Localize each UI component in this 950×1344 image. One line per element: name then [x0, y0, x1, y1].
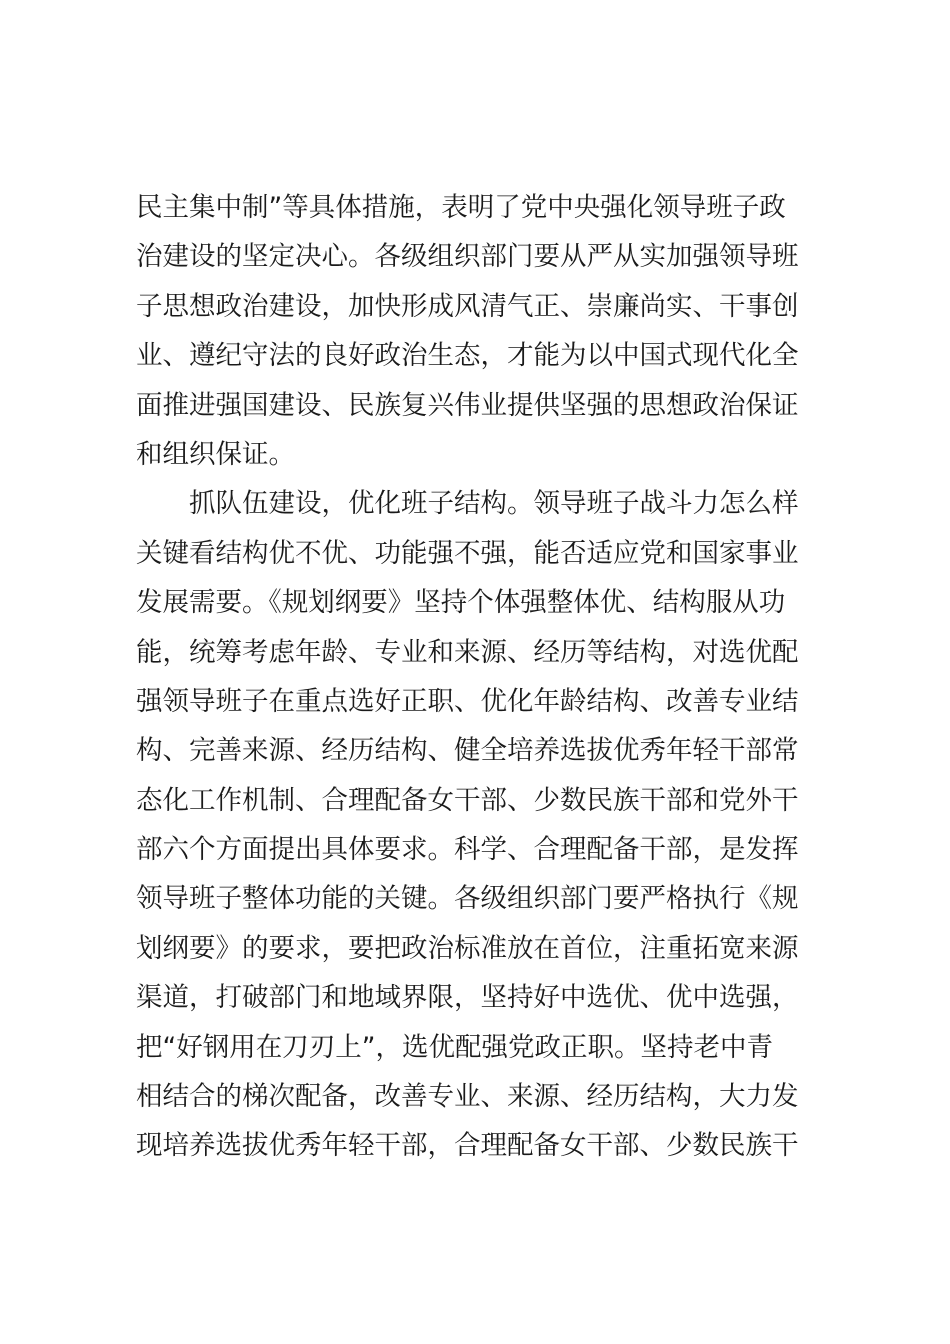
text-line: 现培养选拔优秀年轻干部，合理配备女干部、少数民族干 [136, 1130, 799, 1162]
text-line: 面推进强国建设、民族复兴伟业提供坚强的思想政治保证 [136, 389, 799, 421]
body-text [136, 183, 836, 1171]
text-line: 强领导班子在重点选好正职、优化年龄结构、改善专业结 [136, 685, 799, 717]
text-line: 领导班子整体功能的关键。各级组织部门要严格执行《规 [136, 883, 799, 915]
paragraph-start-line: 抓队伍建设，优化班子结构。领导班子战斗力怎么样 [136, 488, 799, 520]
text-line: 构、完善来源、经历结构、健全培养选拔优秀年轻干部常 [136, 735, 799, 767]
text-line: 子思想政治建设，加快形成风清气正、崇廉尚实、干事创 [136, 290, 799, 322]
text-line: 发展需要。《规划纲要》坚持个体强整体优、结构服从功 [136, 587, 786, 619]
text-line: 关键看结构优不优、功能强不强，能否适应党和国家事业 [136, 537, 799, 569]
text-line: 渠道，打破部门和地域界限，坚持好中选优、优中选强， [136, 982, 799, 1014]
text-line: 能，统筹考虑年龄、专业和来源、经历等结构，对选优配 [136, 636, 799, 668]
text-line: 划纲要》的要求，要把政治标准放在首位，注重拓宽来源 [136, 932, 799, 964]
text-line: 业、遵纪守法的良好政治生态，才能为以中国式现代化全 [136, 340, 799, 372]
text-line: 和组织保证。 [136, 438, 295, 470]
text-line: 民主集中制”等具体措施，表明了党中央强化领导班子政 [136, 192, 786, 223]
text-line: 治建设的坚定决心。各级组织部门要从严从实加强领导班 [136, 241, 799, 273]
text-line: 把“好钢用在刀刃上”，选优配强党政正职。坚持老中青 [136, 1031, 773, 1063]
text-line: 相结合的梯次配备，改善专业、来源、经历结构，大力发 [136, 1081, 799, 1113]
text-line: 部六个方面提出具体要求。科学、合理配备干部，是发挥 [136, 834, 799, 866]
text-line: 态化工作机制、合理配备女干部、少数民族干部和党外干 [136, 784, 799, 816]
